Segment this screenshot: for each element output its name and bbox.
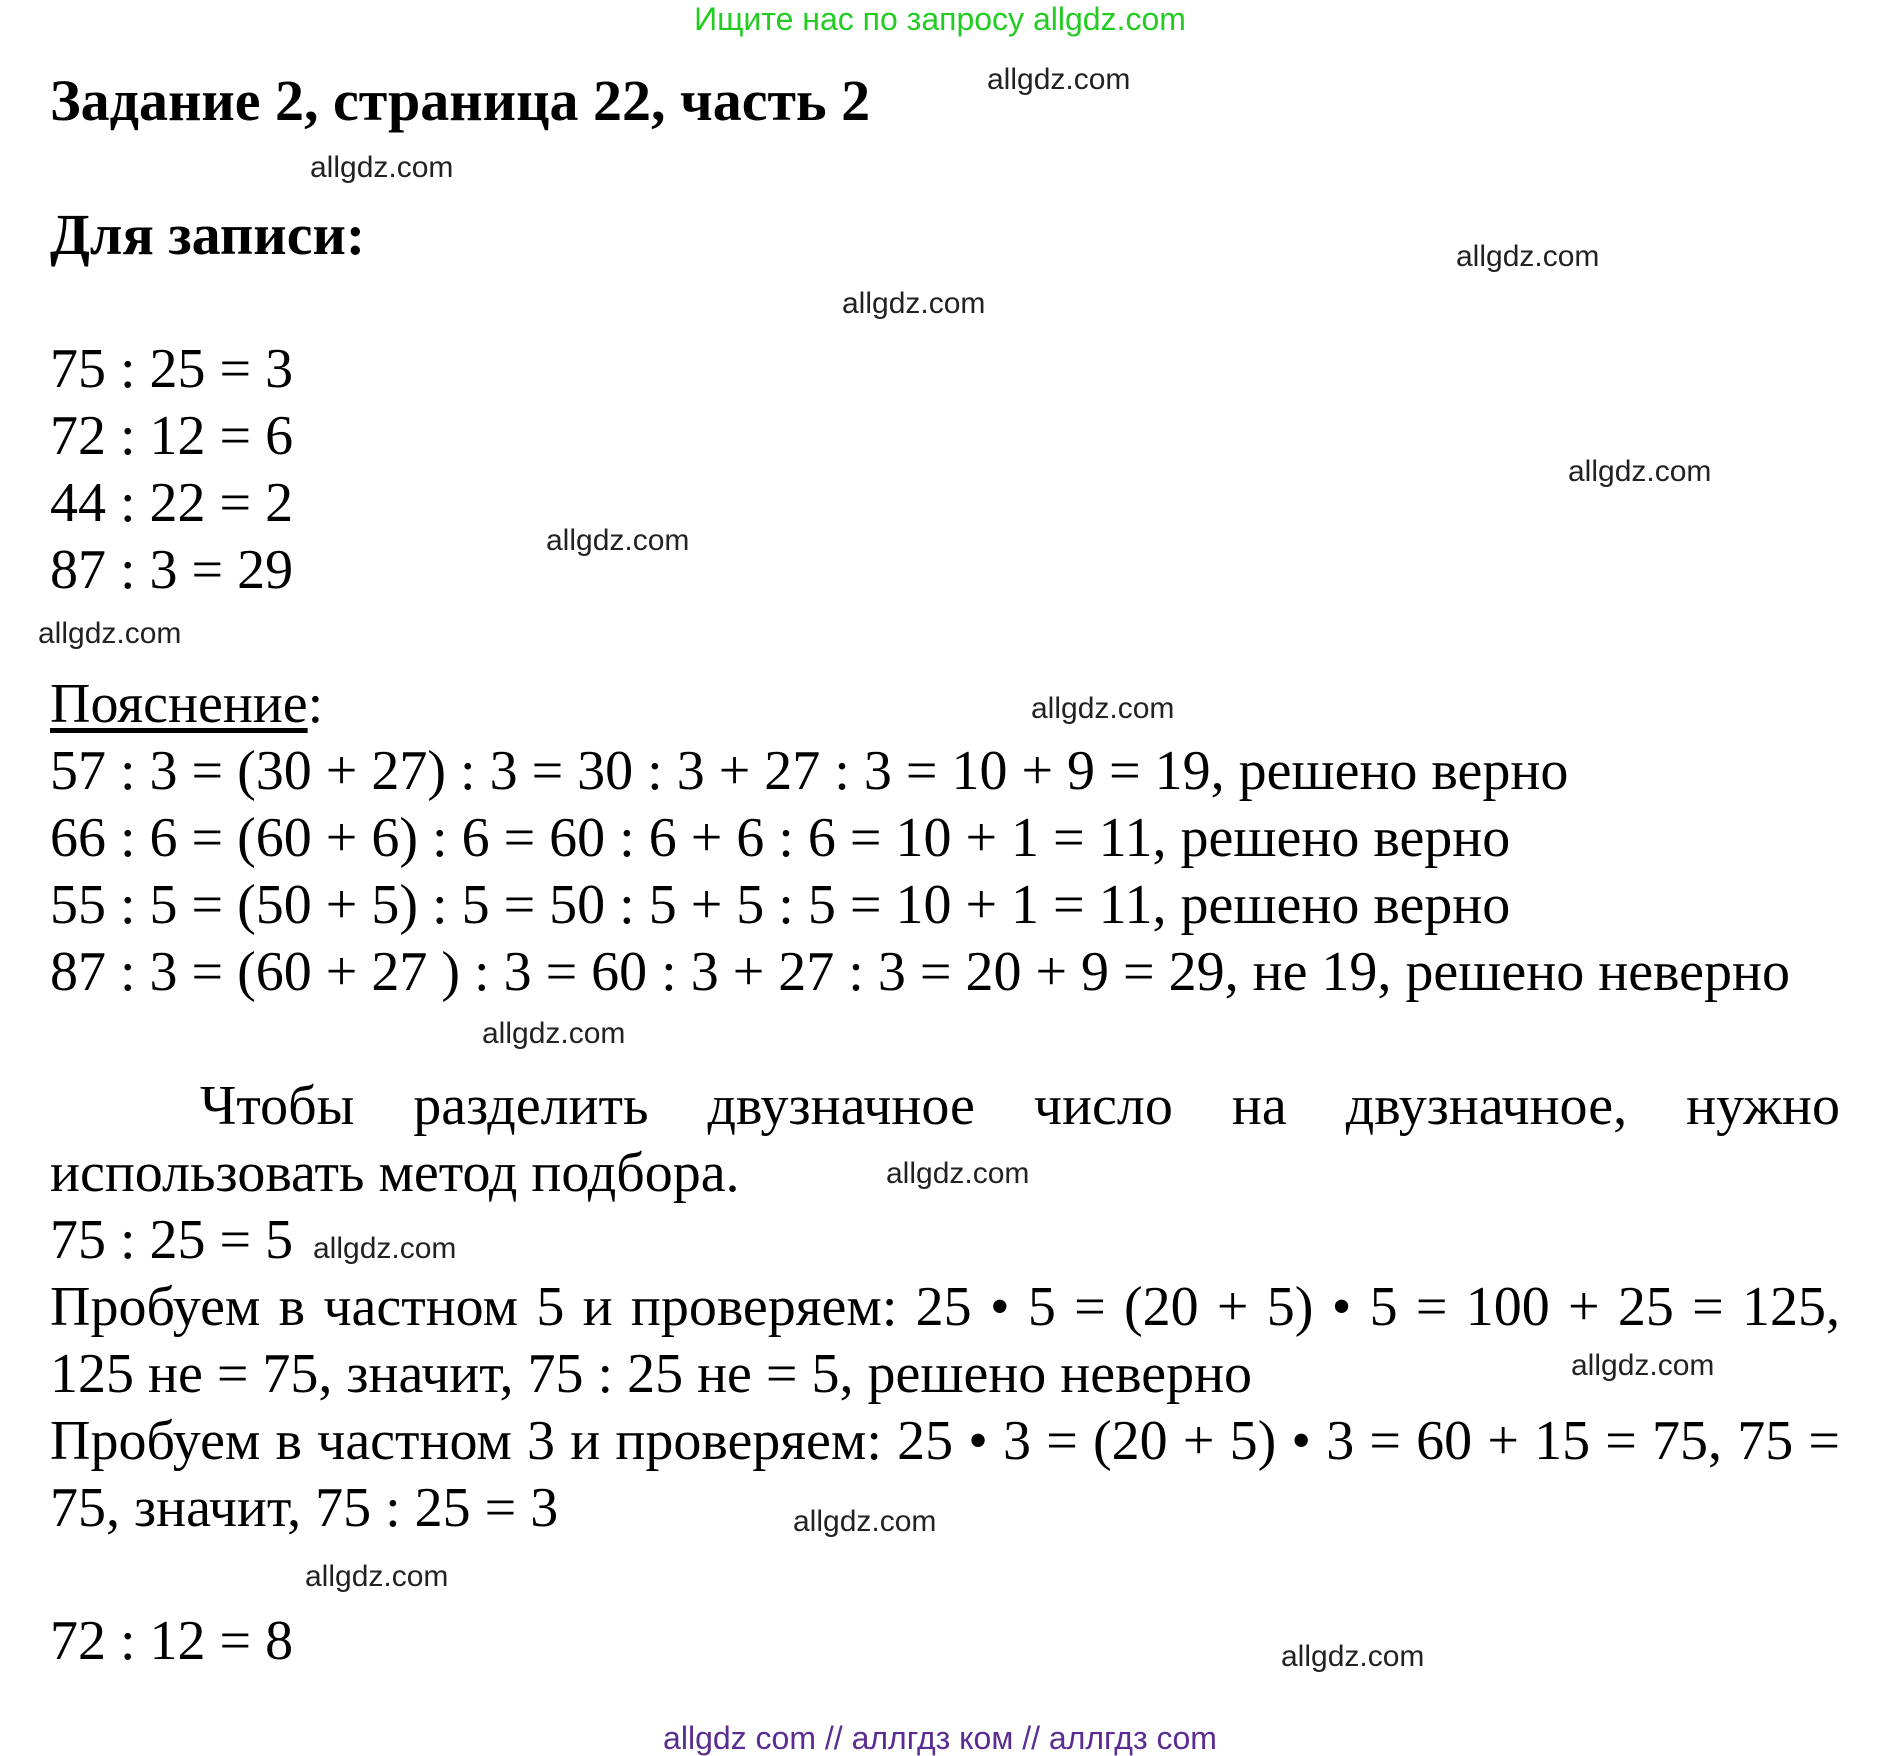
watermark: allgdz.com — [1281, 1640, 1425, 1673]
watermark: allgdz.com — [1568, 455, 1712, 488]
method-example-2: 72 : 12 = 8 — [50, 1610, 294, 1672]
watermark: allgdz.com — [886, 1157, 1030, 1190]
method-paragraph: Чтобы разделить двузначное число на двузначное, нужно использовать метод подбора. — [50, 1075, 1840, 1204]
watermark: allgdz.com — [313, 1232, 457, 1265]
watermark: allgdz.com — [310, 151, 454, 184]
record-heading: Для записи: — [50, 202, 366, 267]
watermark: allgdz.com — [793, 1505, 937, 1538]
method-example-1: 75 : 25 = 5 — [50, 1209, 294, 1271]
watermark: allgdz.com — [1456, 240, 1600, 273]
watermark: allgdz.com — [38, 617, 182, 650]
explanation-line-4: 87 : 3 = (60 + 27 ) : 3 = 60 : 3 + 27 : 3 = 20 + 9 = 29, не 19, решено неверно — [50, 941, 1790, 1003]
explanation-heading — [50, 671, 323, 737]
page-title: Задание 2, страница 22, часть 2 — [50, 68, 871, 133]
watermark: allgdz.com — [482, 1017, 626, 1050]
explanation-colon: : — [307, 673, 324, 735]
explanation-label: Пояснение — [50, 673, 308, 735]
watermark: allgdz.com — [987, 63, 1131, 96]
watermark: allgdz.com — [1571, 1349, 1715, 1382]
explanation-line-2: 66 : 6 = (60 + 6) : 6 = 60 : 6 + 6 : 6 = 10 + 1 = 11, решено верно — [50, 807, 1511, 869]
explanation-line-3: 55 : 5 = (50 + 5) : 5 = 50 : 5 + 5 : 5 = 10 + 1 = 11, решено верно — [50, 874, 1511, 936]
record-line-4: 87 : 3 = 29 — [50, 539, 294, 601]
method-try-3: Пробуем в частном 3 и проверяем: 25 • 3 = (20 + 5) • 3 = 60 + 15 = 75, 75 = 75, значит, 75 : 25 = 3 — [50, 1410, 1840, 1539]
record-line-2: 72 : 12 = 6 — [50, 405, 294, 467]
record-line-1: 75 : 25 = 3 — [50, 338, 294, 400]
record-line-3: 44 : 22 = 2 — [50, 472, 294, 534]
method-try-5: Пробуем в частном 5 и проверяем: 25 • 5 = (20 + 5) • 5 = 100 + 25 = 125, 125 не = 75, значит, 75 : 25 не = 5, решено неверно — [50, 1276, 1840, 1405]
footer-links[interactable]: allgdz com // аллгдз ком // аллгдз com — [663, 1720, 1217, 1756]
explanation-line-1: 57 : 3 = (30 + 27) : 3 = 30 : 3 + 27 : 3 = 10 + 9 = 19, решено верно — [50, 740, 1569, 802]
watermark: allgdz.com — [305, 1560, 449, 1593]
watermark: allgdz.com — [842, 287, 986, 320]
watermark: allgdz.com — [546, 524, 690, 557]
top-banner[interactable]: Ищите нас по запросу allgdz.com — [694, 1, 1186, 37]
watermark: allgdz.com — [1031, 692, 1175, 725]
